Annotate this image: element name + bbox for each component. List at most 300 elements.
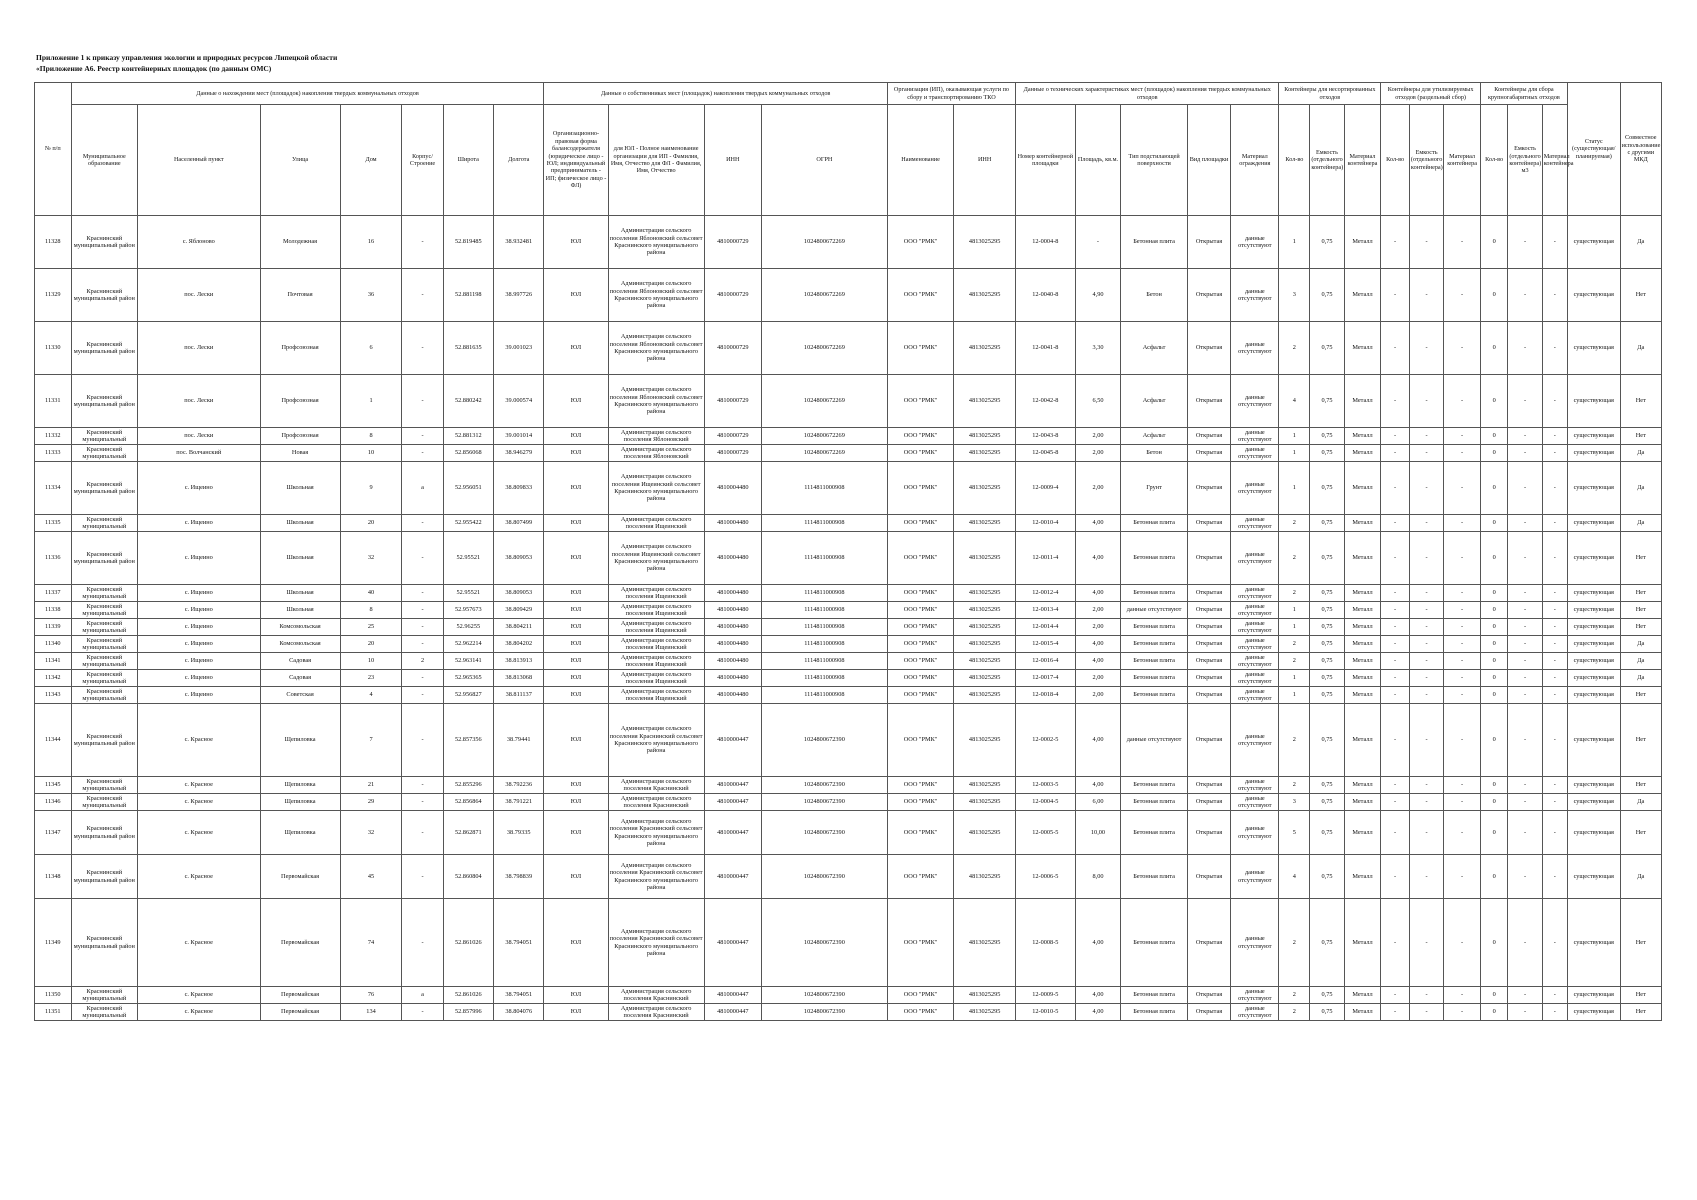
table-cell: 52.881635	[443, 322, 493, 375]
table-cell: -	[1409, 987, 1443, 1004]
table-cell: 4813025295	[954, 515, 1016, 532]
table-cell: 11343	[35, 687, 72, 704]
table-cell: 4810004480	[704, 636, 761, 653]
table-cell: -	[402, 704, 443, 777]
table-cell: -	[1542, 602, 1567, 619]
table-cell: 4,00	[1075, 532, 1121, 585]
table-cell: 4	[340, 687, 402, 704]
table-cell: Нет	[1620, 532, 1661, 585]
col-header: Емкость (отдельного контейнера)	[1310, 105, 1344, 216]
table-cell: 36	[340, 269, 402, 322]
table-cell: 4810000447	[704, 811, 761, 855]
table-cell: существующая	[1567, 462, 1620, 515]
table-cell: 4813025295	[954, 462, 1016, 515]
col-header: Дом	[340, 105, 402, 216]
table-cell: 4813025295	[954, 899, 1016, 987]
table-cell: -	[1542, 515, 1567, 532]
registry-table-body	[35, 216, 1662, 1021]
table-cell: 52.881312	[443, 428, 493, 445]
table-cell: с. Красное	[138, 777, 260, 794]
table-cell: 12-0018-4	[1016, 687, 1076, 704]
col-header-shared-use: Совместное использование с другими МКД	[1620, 83, 1661, 216]
table-cell: -	[1508, 585, 1542, 602]
table-cell: Первомайская	[260, 855, 340, 899]
table-cell: 52.963141	[443, 653, 493, 670]
table-cell: 2	[402, 653, 443, 670]
table-cell: 12-0004-8	[1016, 216, 1076, 269]
table-cell: 38.813068	[494, 670, 544, 687]
table-cell: 1114811000908	[761, 636, 887, 653]
table-cell: -	[1508, 636, 1542, 653]
table-cell: -	[1409, 619, 1443, 636]
table-cell: ЮЛ	[544, 653, 608, 670]
table-cell: -	[1508, 855, 1542, 899]
table-cell: 4810004480	[704, 532, 761, 585]
header-column-row	[35, 105, 1662, 216]
table-cell: Асфальт	[1121, 375, 1187, 428]
table-cell: Новая	[260, 445, 340, 462]
table-cell: 38.997726	[494, 269, 544, 322]
table-cell: Металл	[1344, 428, 1381, 445]
table-cell: Краснинский муниципальный	[71, 687, 137, 704]
table-row	[35, 670, 1662, 687]
col-header: Вид площадки	[1187, 105, 1231, 216]
table-cell: -	[1444, 515, 1481, 532]
table-cell: Администрация сельского поселения Краснинский	[608, 777, 704, 794]
table-cell: 25	[340, 619, 402, 636]
table-cell: Администрация сельского поселения Ищеинский	[608, 687, 704, 704]
table-cell: -	[1409, 428, 1443, 445]
table-cell: 0	[1480, 375, 1507, 428]
table-cell: Металл	[1344, 899, 1381, 987]
table-cell: -	[402, 428, 443, 445]
table-cell: -	[402, 375, 443, 428]
table-cell: Комсомольская	[260, 636, 340, 653]
table-cell: ЮЛ	[544, 269, 608, 322]
table-cell: 4,00	[1075, 653, 1121, 670]
table-cell: существующая	[1567, 653, 1620, 670]
table-cell: 4810004480	[704, 670, 761, 687]
table-cell: 32	[340, 811, 402, 855]
table-cell: Администрация сельского поселения Краснинский сельсовет Краснинского муниципального района	[608, 855, 704, 899]
table-cell: Бетонная плита	[1121, 636, 1187, 653]
table-cell: Администрация сельского поселения Яблоновский	[608, 428, 704, 445]
col-header: ИНН	[954, 105, 1016, 216]
col-header: Кол-во	[1480, 105, 1507, 216]
table-cell: Открытая	[1187, 811, 1231, 855]
table-cell: 11341	[35, 653, 72, 670]
table-cell: с. Ищеино	[138, 585, 260, 602]
table-cell: 0,75	[1310, 777, 1344, 794]
table-cell: ООО "РМК"	[887, 704, 953, 777]
table-cell: 1114811000908	[761, 585, 887, 602]
table-cell: 11349	[35, 899, 72, 987]
table-cell: с. Красное	[138, 1004, 260, 1021]
table-cell: 4810004480	[704, 585, 761, 602]
table-cell: с. Ищеино	[138, 462, 260, 515]
table-row	[35, 269, 1662, 322]
table-cell: данные отсутствуют	[1231, 428, 1279, 445]
table-cell: ЮЛ	[544, 515, 608, 532]
table-cell: 11334	[35, 462, 72, 515]
table-cell: Школьная	[260, 585, 340, 602]
table-cell: 0,75	[1310, 462, 1344, 515]
table-cell: Администрация сельского поселения Краснинский	[608, 794, 704, 811]
table-cell: Щепиловка	[260, 704, 340, 777]
table-cell: 12-0014-4	[1016, 619, 1076, 636]
table-cell: данные отсутствуют	[1121, 602, 1187, 619]
table-cell: ЮЛ	[544, 987, 608, 1004]
table-cell: Щепиловка	[260, 777, 340, 794]
table-cell: ООО "РМК"	[887, 445, 953, 462]
table-cell: данные отсутствуют	[1231, 269, 1279, 322]
table-cell: 0,75	[1310, 602, 1344, 619]
table-cell: существующая	[1567, 855, 1620, 899]
table-cell: ООО "РМК"	[887, 777, 953, 794]
table-cell: Да	[1620, 445, 1661, 462]
table-cell: Бетонная плита	[1121, 811, 1187, 855]
table-cell: ЮЛ	[544, 462, 608, 515]
table-cell: 52.881198	[443, 269, 493, 322]
table-cell: 52.860804	[443, 855, 493, 899]
table-cell: 4810000729	[704, 428, 761, 445]
table-cell: Администрация сельского поселения Ищеинский	[608, 619, 704, 636]
table-cell: Металл	[1344, 515, 1381, 532]
col-header: Емкость (отдельного контейнера)	[1409, 105, 1443, 216]
header-group-row	[35, 83, 1662, 105]
table-cell: существующая	[1567, 322, 1620, 375]
table-cell: Администрация сельского поселения Ищеинский	[608, 585, 704, 602]
table-cell: Краснинский муниципальный	[71, 636, 137, 653]
table-cell: Администрация сельского поселения Краснинский сельсовет Краснинского муниципального района	[608, 899, 704, 987]
table-cell: Нет	[1620, 899, 1661, 987]
table-cell: Краснинский муниципальный район	[71, 704, 137, 777]
table-cell: 0,75	[1310, 515, 1344, 532]
table-cell: 0	[1480, 653, 1507, 670]
table-cell: 12-0008-5	[1016, 899, 1076, 987]
table-cell: 4810000729	[704, 375, 761, 428]
table-cell: -	[1381, 987, 1410, 1004]
table-cell: -	[1508, 619, 1542, 636]
table-cell: ООО "РМК"	[887, 428, 953, 445]
table-cell: данные отсутствуют	[1231, 687, 1279, 704]
table-cell: -	[1381, 428, 1410, 445]
table-cell: 52.95521	[443, 585, 493, 602]
table-cell: 0	[1480, 687, 1507, 704]
table-cell: 52.956051	[443, 462, 493, 515]
table-cell: 1024800672390	[761, 1004, 887, 1021]
table-cell: -	[1381, 636, 1410, 653]
table-cell: 4,00	[1075, 515, 1121, 532]
table-cell: 0	[1480, 428, 1507, 445]
table-cell: 4813025295	[954, 428, 1016, 445]
table-cell: -	[1508, 515, 1542, 532]
table-cell: 52.856864	[443, 794, 493, 811]
table-cell: 4813025295	[954, 794, 1016, 811]
table-cell: Краснинский муниципальный район	[71, 269, 137, 322]
table-cell: 1024800672269	[761, 322, 887, 375]
table-cell: 4810000447	[704, 899, 761, 987]
table-cell: 11339	[35, 619, 72, 636]
table-cell: 9	[340, 462, 402, 515]
table-cell: 4810000447	[704, 777, 761, 794]
table-cell: -	[1381, 322, 1410, 375]
table-cell: -	[402, 515, 443, 532]
table-cell: 4810000729	[704, 322, 761, 375]
table-cell: 4813025295	[954, 636, 1016, 653]
table-cell: ЮЛ	[544, 585, 608, 602]
table-cell: 4810000447	[704, 1004, 761, 1021]
table-cell: 11329	[35, 269, 72, 322]
col-header: Долгота	[494, 105, 544, 216]
table-cell: 0	[1480, 322, 1507, 375]
table-cell: ЮЛ	[544, 794, 608, 811]
table-cell: 0	[1480, 1004, 1507, 1021]
table-cell: -	[1409, 777, 1443, 794]
table-cell: Администрация сельского поселения Ищеинский	[608, 602, 704, 619]
table-row	[35, 704, 1662, 777]
table-cell: ООО "РМК"	[887, 636, 953, 653]
table-cell: 52.856068	[443, 445, 493, 462]
table-cell: 4810004480	[704, 687, 761, 704]
table-cell: ЮЛ	[544, 322, 608, 375]
table-cell: -	[1508, 653, 1542, 670]
table-cell: Профсоюзная	[260, 428, 340, 445]
group-header-bulky-containers: Контейнеры для сборa крупногабаритных отходов	[1480, 83, 1567, 105]
table-cell: 10	[340, 445, 402, 462]
table-cell: Краснинский муниципальный	[71, 428, 137, 445]
table-cell: 0	[1480, 462, 1507, 515]
table-cell: Открытая	[1187, 602, 1231, 619]
table-cell: -	[1381, 704, 1410, 777]
table-cell: -	[1409, 375, 1443, 428]
table-cell: существующая	[1567, 670, 1620, 687]
table-cell: 4813025295	[954, 445, 1016, 462]
table-cell: -	[1381, 687, 1410, 704]
table-cell: 1114811000908	[761, 687, 887, 704]
col-header: Наименование	[887, 105, 953, 216]
table-cell: с. Яблоново	[138, 216, 260, 269]
table-cell: Краснинский муниципальный район	[71, 216, 137, 269]
table-cell: 0,75	[1310, 619, 1344, 636]
table-cell: данные отсутствуют	[1231, 216, 1279, 269]
table-cell: Металл	[1344, 619, 1381, 636]
table-cell: с. Красное	[138, 899, 260, 987]
table-cell: Да	[1620, 855, 1661, 899]
table-cell: -	[1508, 670, 1542, 687]
table-cell: -	[402, 811, 443, 855]
table-cell: 1024800672390	[761, 987, 887, 1004]
table-cell: 4810004480	[704, 602, 761, 619]
table-cell: -	[1508, 269, 1542, 322]
table-cell: данные отсутствуют	[1231, 855, 1279, 899]
table-cell: -	[1409, 653, 1443, 670]
group-header-owner: Данные о собственниках мест (площадок) накопления твердых коммунальных отходов	[544, 83, 887, 105]
table-cell: 4,00	[1075, 704, 1121, 777]
table-cell: -	[1075, 216, 1121, 269]
table-cell: 4813025295	[954, 1004, 1016, 1021]
table-cell: 52.956827	[443, 687, 493, 704]
table-cell: 2	[1279, 899, 1310, 987]
table-cell: Садовая	[260, 670, 340, 687]
table-cell: 4810000447	[704, 794, 761, 811]
col-header: Площадь, кв.м.	[1075, 105, 1121, 216]
table-cell: -	[1444, 602, 1481, 619]
table-cell: -	[1409, 687, 1443, 704]
table-cell: 39.001023	[494, 322, 544, 375]
col-header: Материал контейнера	[1344, 105, 1381, 216]
table-cell: 0,75	[1310, 269, 1344, 322]
table-cell: 11333	[35, 445, 72, 462]
table-cell: 11346	[35, 794, 72, 811]
table-cell: -	[1409, 515, 1443, 532]
table-cell: 4813025295	[954, 619, 1016, 636]
table-cell: ЮЛ	[544, 216, 608, 269]
table-cell: 2	[1279, 704, 1310, 777]
table-cell: -	[1381, 515, 1410, 532]
table-cell: Открытая	[1187, 704, 1231, 777]
table-cell: 4813025295	[954, 322, 1016, 375]
table-cell: данные отсутствуют	[1231, 445, 1279, 462]
table-cell: 1	[1279, 216, 1310, 269]
table-cell: 0,75	[1310, 855, 1344, 899]
table-cell: с. Ищеино	[138, 636, 260, 653]
table-cell: 0,75	[1310, 216, 1344, 269]
table-cell: Профсоюзная	[260, 322, 340, 375]
table-cell: -	[1542, 777, 1567, 794]
table-cell: 4813025295	[954, 653, 1016, 670]
table-cell: -	[1381, 216, 1410, 269]
table-cell: 0	[1480, 855, 1507, 899]
table-cell: с. Красное	[138, 704, 260, 777]
table-cell: 10,00	[1075, 811, 1121, 855]
col-header: ИНН	[704, 105, 761, 216]
table-cell: 8	[340, 602, 402, 619]
table-cell: ООО "РМК"	[887, 269, 953, 322]
table-cell: -	[1444, 777, 1481, 794]
table-cell: Бетонная плита	[1121, 1004, 1187, 1021]
table-cell: ЮЛ	[544, 899, 608, 987]
table-cell: 52.855296	[443, 777, 493, 794]
table-cell: 8	[340, 428, 402, 445]
table-cell: Администрация сельского поселения Яблоновский сельсовет Краснинского муниципального района	[608, 269, 704, 322]
table-cell: существующая	[1567, 216, 1620, 269]
table-cell: -	[1409, 794, 1443, 811]
table-cell: Металл	[1344, 670, 1381, 687]
table-cell: -	[402, 445, 443, 462]
table-cell: 1024800672269	[761, 269, 887, 322]
table-cell: существующая	[1567, 428, 1620, 445]
table-cell: Да	[1620, 322, 1661, 375]
table-cell: 0	[1480, 585, 1507, 602]
table-cell: -	[1444, 899, 1481, 987]
table-cell: -	[1444, 811, 1481, 855]
table-cell: Администрация сельского поселения Ищеинский	[608, 636, 704, 653]
table-cell: существующая	[1567, 585, 1620, 602]
table-cell: Нет	[1620, 428, 1661, 445]
table-cell: -	[1409, 322, 1443, 375]
table-cell: Бетонная плита	[1121, 794, 1187, 811]
table-cell: Щепиловка	[260, 811, 340, 855]
table-cell: 4810000729	[704, 269, 761, 322]
table-cell: -	[1542, 269, 1567, 322]
table-cell: Открытая	[1187, 322, 1231, 375]
table-cell: 11348	[35, 855, 72, 899]
table-cell: 0	[1480, 216, 1507, 269]
table-cell: 1024800672390	[761, 811, 887, 855]
table-cell: -	[402, 602, 443, 619]
table-cell: -	[402, 1004, 443, 1021]
table-cell: 5	[1279, 811, 1310, 855]
table-cell: 38.804211	[494, 619, 544, 636]
table-cell: Администрация сельского поселения Яблоновский сельсовет Краснинского муниципального района	[608, 322, 704, 375]
table-cell: 4,00	[1075, 1004, 1121, 1021]
table-cell: 38.804202	[494, 636, 544, 653]
table-cell: -	[1444, 1004, 1481, 1021]
table-cell: -	[1542, 216, 1567, 269]
table-cell: Грунт	[1121, 462, 1187, 515]
table-cell: Бетон	[1121, 445, 1187, 462]
table-cell: с. Ищеино	[138, 687, 260, 704]
table-cell: -	[1409, 670, 1443, 687]
table-cell: данные отсутствуют	[1231, 515, 1279, 532]
table-cell: Бетонная плита	[1121, 515, 1187, 532]
table-cell: Нет	[1620, 987, 1661, 1004]
table-cell: 134	[340, 1004, 402, 1021]
table-cell: Бетонная плита	[1121, 653, 1187, 670]
table-cell: 11331	[35, 375, 72, 428]
table-cell: -	[1508, 375, 1542, 428]
table-cell: существующая	[1567, 777, 1620, 794]
table-cell: -	[1444, 619, 1481, 636]
table-cell: Первомайская	[260, 899, 340, 987]
table-cell: ООО "РМК"	[887, 619, 953, 636]
table-cell: данные отсутствуют	[1231, 532, 1279, 585]
col-header: Емкость (отдельного контейнера) м3	[1508, 105, 1542, 216]
table-cell: Металл	[1344, 216, 1381, 269]
table-cell: -	[1381, 855, 1410, 899]
table-cell: -	[1409, 445, 1443, 462]
table-cell: данные отсутствуют	[1231, 636, 1279, 653]
table-cell: 7	[340, 704, 402, 777]
table-row	[35, 653, 1662, 670]
table-cell: 12-0015-4	[1016, 636, 1076, 653]
table-cell: Краснинский муниципальный район	[71, 855, 137, 899]
table-row	[35, 375, 1662, 428]
table-cell: ООО "РМК"	[887, 987, 953, 1004]
table-cell: Металл	[1344, 811, 1381, 855]
table-cell: 1024800672269	[761, 428, 887, 445]
table-cell: Бетонная плита	[1121, 987, 1187, 1004]
table-cell: Администрация сельского поселения Краснинский сельсовет Краснинского муниципального района	[608, 704, 704, 777]
table-cell: Металл	[1344, 777, 1381, 794]
col-header: Материал ограждения	[1231, 105, 1279, 216]
table-cell: -	[1409, 216, 1443, 269]
table-cell: -	[1444, 532, 1481, 585]
table-cell: 38.811137	[494, 687, 544, 704]
table-cell: -	[1508, 532, 1542, 585]
table-cell: 3,30	[1075, 322, 1121, 375]
table-cell: Бетонная плита	[1121, 670, 1187, 687]
table-cell: Да	[1620, 794, 1661, 811]
table-cell: ООО "РМК"	[887, 515, 953, 532]
table-cell: -	[1381, 532, 1410, 585]
table-cell: данные отсутствуют	[1231, 794, 1279, 811]
table-cell: Краснинский муниципальный район	[71, 899, 137, 987]
table-cell: 12-0003-5	[1016, 777, 1076, 794]
table-cell: 4	[1279, 375, 1310, 428]
table-cell: 4813025295	[954, 585, 1016, 602]
